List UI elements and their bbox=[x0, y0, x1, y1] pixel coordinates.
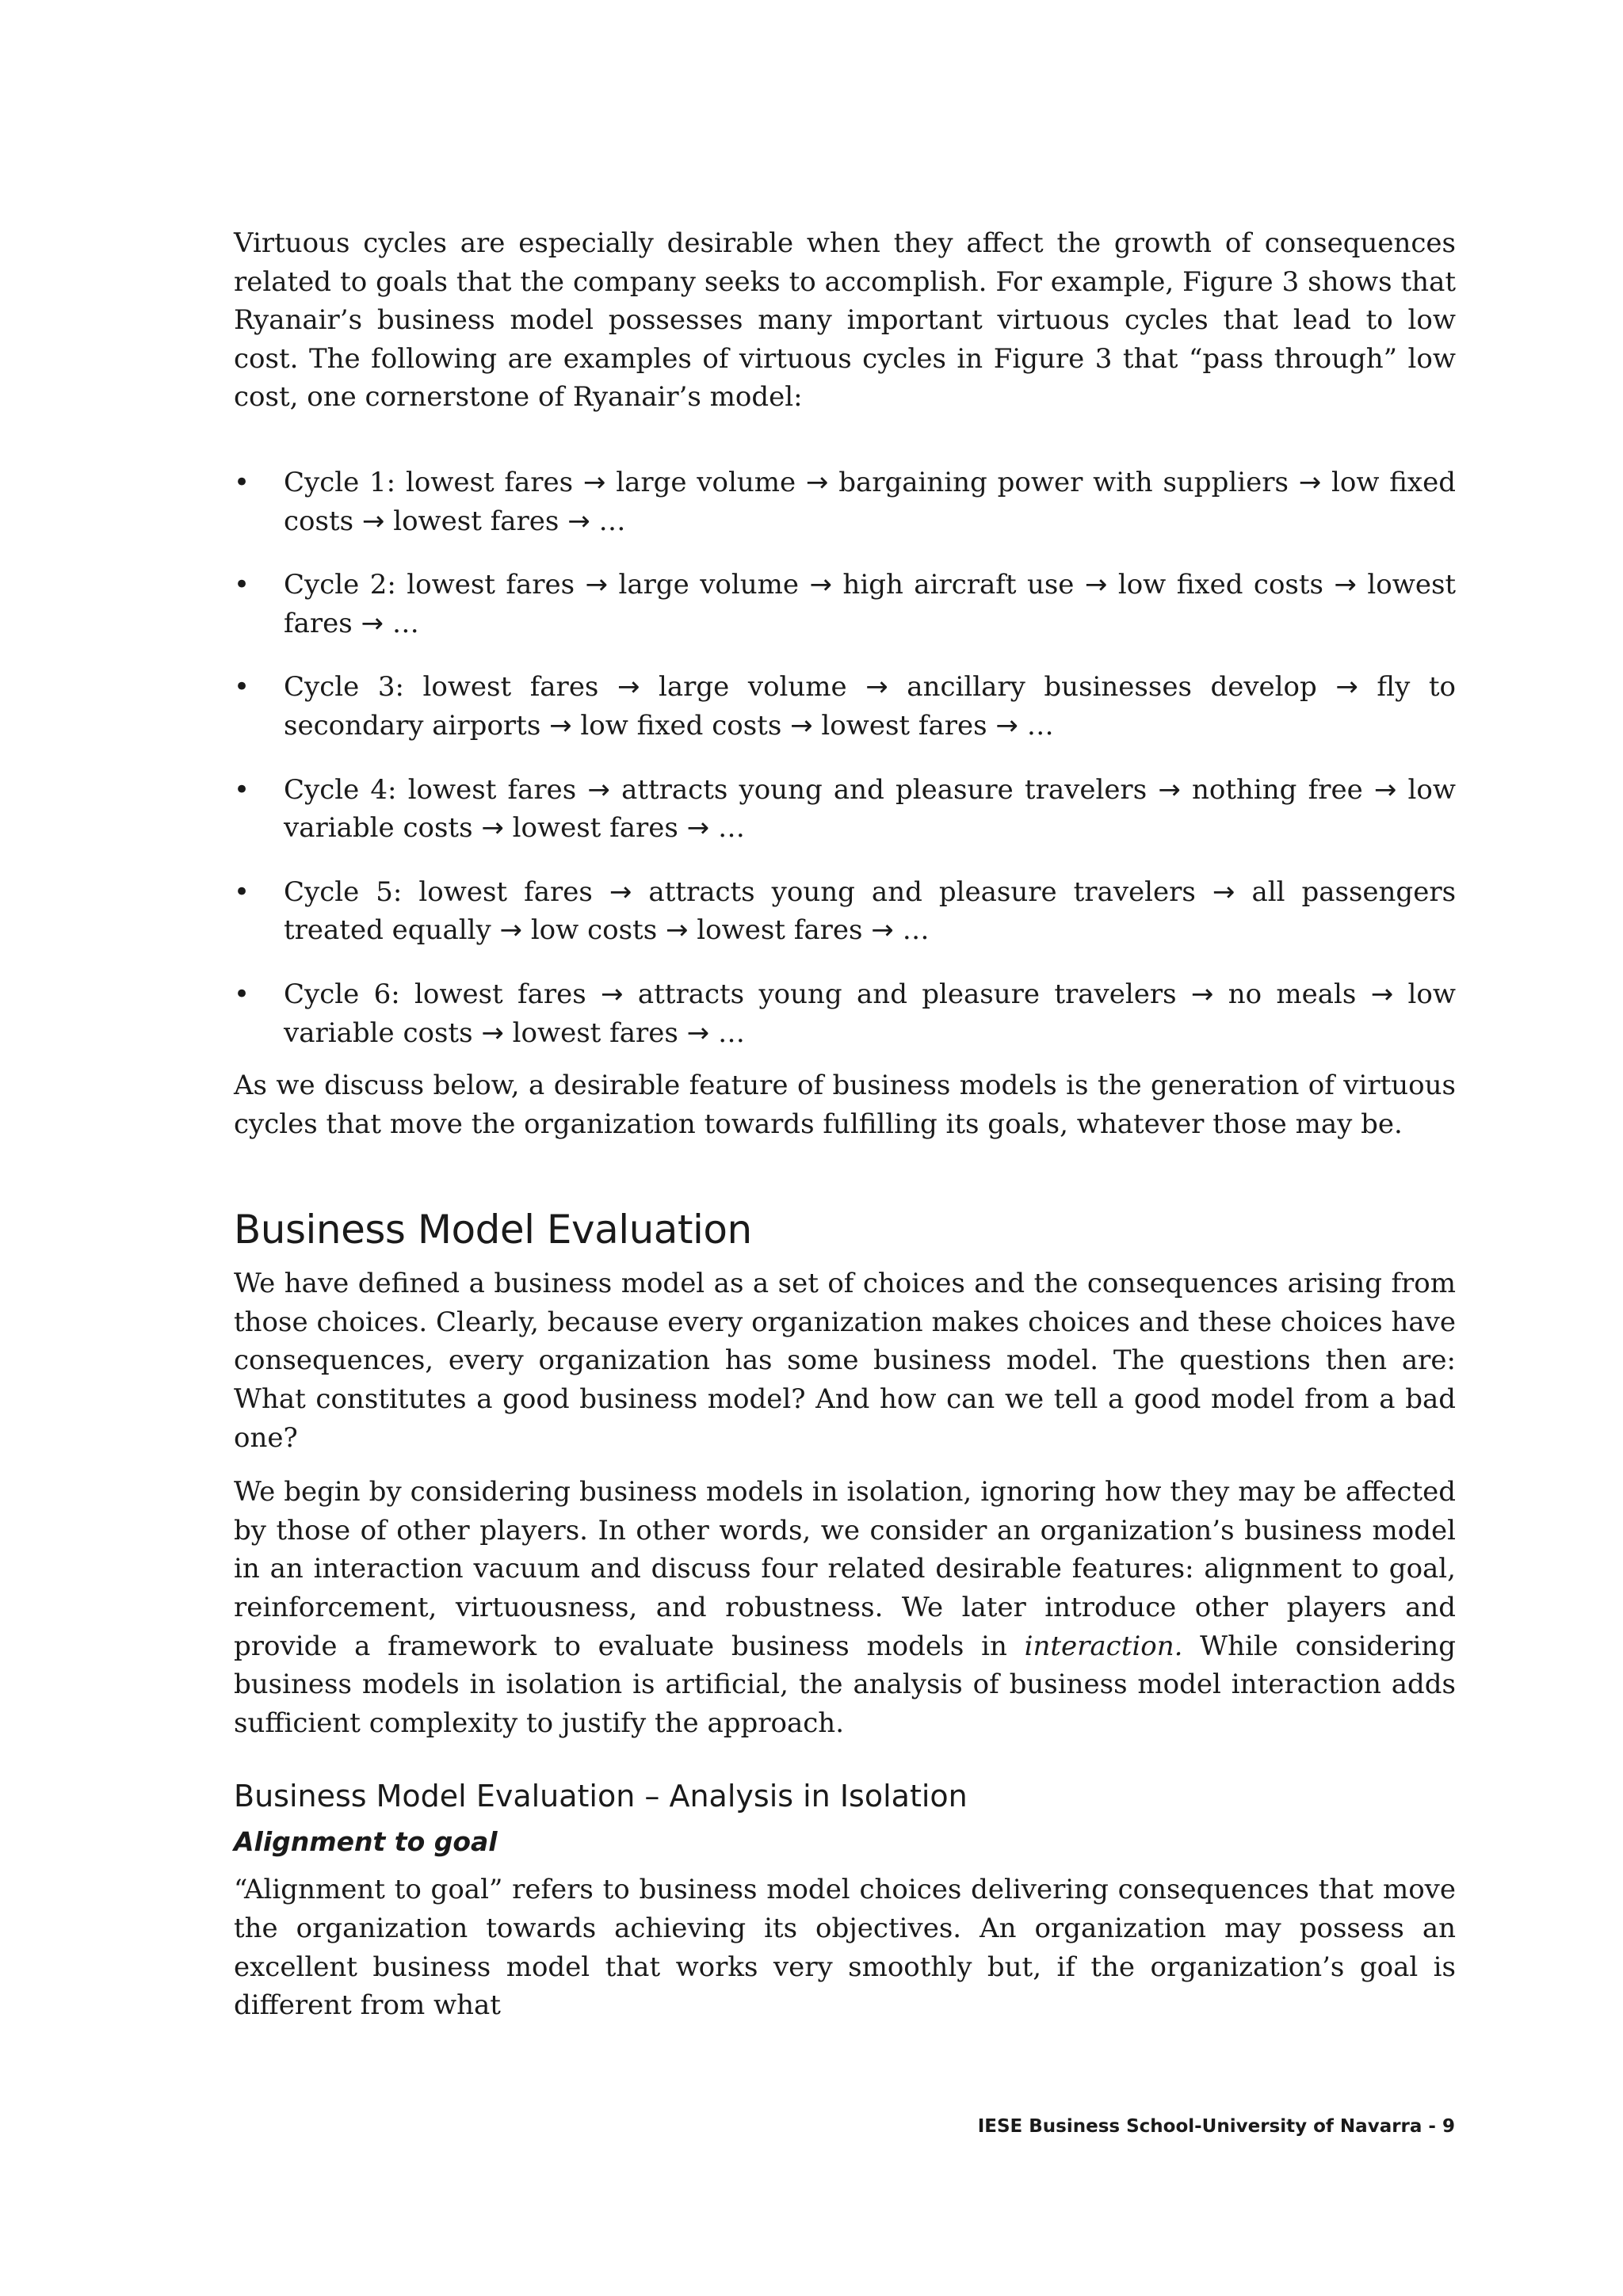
bullet-icon: • bbox=[234, 466, 250, 498]
cycle-step: low variable costs bbox=[284, 978, 1456, 1049]
arrow-right-icon: → bbox=[865, 671, 888, 704]
cycle-step: attracts young and pleasure travelers bbox=[621, 773, 1148, 806]
arrow-right-icon: → bbox=[1084, 569, 1108, 601]
arrow-right-icon: → bbox=[585, 569, 609, 601]
cycle-step: attracts young and pleasure travelers bbox=[637, 978, 1177, 1010]
cycle-step: … bbox=[391, 607, 419, 639]
arrow-right-icon: → bbox=[617, 671, 640, 704]
cycle-item bbox=[234, 873, 1456, 950]
arrow-right-icon: → bbox=[481, 812, 504, 845]
cycle-step: … bbox=[717, 1016, 745, 1049]
subsubsection-heading: Alignment to goal bbox=[234, 1826, 498, 1858]
cycle-step: ancillary businesses develop bbox=[907, 671, 1317, 704]
cycle-step: no meals bbox=[1228, 978, 1357, 1010]
arrow-right-icon: → bbox=[1190, 978, 1214, 1010]
after-list-paragraph: As we discuss below, a desirable feature of business models is the generation of virtuous cycles that move the organization towards fulfilling its goals, whatever those may be. bbox=[234, 1070, 1456, 1140]
cycle-step: … bbox=[902, 914, 930, 947]
cycle-step: low variable costs bbox=[284, 773, 1456, 845]
cycle-step: high aircraft use bbox=[842, 569, 1075, 601]
arrow-right-icon: → bbox=[361, 607, 384, 639]
section-heading: Business Model Evaluation bbox=[234, 1207, 752, 1253]
section-paragraph-1: We have defined a business model as a set of choices and the consequences arising from those choices. Clearly, because every organization makes choices and these choices have consequences, every organization has some business model. The questions then are: What constitutes a good business model? And how can we tell a good model from a bad one? bbox=[234, 1268, 1456, 1454]
cycle-step: large volume bbox=[659, 671, 847, 704]
cycle-step: lowest fares bbox=[284, 569, 1457, 639]
cycle-step: lowest fares bbox=[697, 914, 863, 947]
arrow-right-icon: → bbox=[1335, 671, 1358, 704]
cycle-step: lowest fares bbox=[821, 709, 987, 742]
cycle-step: … bbox=[598, 505, 626, 537]
page-footer: IESE Business School-University of Navarra - 9 bbox=[977, 2116, 1455, 2137]
arrow-right-icon: → bbox=[1212, 875, 1235, 908]
arrow-right-icon: → bbox=[587, 773, 610, 806]
cycle-step: lowest fares bbox=[512, 1016, 678, 1049]
cycle-step: lowest fares bbox=[393, 505, 559, 537]
subsection-heading: Business Model Evaluation – Analysis in Isolation bbox=[234, 1779, 968, 1814]
cycle-step: low fixed costs bbox=[1117, 569, 1323, 601]
cycle-step: lowest fares bbox=[418, 875, 593, 908]
arrow-right-icon: → bbox=[1370, 978, 1394, 1010]
page-body bbox=[234, 224, 1456, 2025]
arrow-right-icon: → bbox=[665, 914, 689, 947]
arrow-right-icon: → bbox=[871, 914, 894, 947]
section-paragraph-2-part-1: We begin by considering business models in isolation, ignoring how they may be affected by those of other players. In other words, we consider an organization’s business model in an interaction vacuum and discuss four related desirable features: alignment to goal, reinforcement, virtuousness, and robustness. We later introduce other players and provide a framework to evaluate business models in bbox=[234, 1476, 1456, 1662]
cycle-step: lowest fares bbox=[512, 812, 678, 845]
arrow-right-icon: → bbox=[582, 466, 606, 498]
cycle-step: lowest fares bbox=[414, 978, 586, 1010]
bullet-icon: • bbox=[234, 978, 250, 1010]
cycle-item bbox=[234, 463, 1456, 540]
bullet-icon: • bbox=[234, 671, 250, 704]
arrow-right-icon: → bbox=[481, 1016, 504, 1049]
cycle-label: Cycle 2: bbox=[284, 569, 396, 601]
cycle-step: large volume bbox=[616, 466, 796, 498]
arrow-right-icon: → bbox=[549, 709, 572, 742]
arrow-right-icon: → bbox=[1334, 569, 1357, 601]
arrow-right-icon: → bbox=[609, 875, 632, 908]
cycle-step: low costs bbox=[530, 914, 658, 947]
cycle-label: Cycle 6: bbox=[284, 978, 400, 1010]
cycle-step: low fixed costs bbox=[580, 709, 782, 742]
section-paragraph-2-part-2: While considering business models in isolation is artificial, the analysis of business model interaction adds sufficient complexity to justify the approach. bbox=[234, 1630, 1457, 1739]
arrow-right-icon: → bbox=[686, 1016, 710, 1049]
cycle-item bbox=[234, 566, 1456, 643]
cycle-step: low fixed costs bbox=[284, 466, 1456, 537]
cycle-step: fly to secondary airports bbox=[284, 671, 1456, 742]
arrow-right-icon: → bbox=[805, 466, 829, 498]
cycle-label: Cycle 1: bbox=[284, 466, 396, 498]
cycle-step: lowest fares bbox=[422, 671, 599, 704]
cycle-step: nothing free bbox=[1191, 773, 1363, 806]
bullet-icon: • bbox=[234, 773, 250, 806]
bullet-icon: • bbox=[234, 569, 250, 601]
section-paragraph-2-emphasis: interaction. bbox=[1024, 1630, 1183, 1662]
cycle-label: Cycle 3: bbox=[284, 671, 404, 704]
cycle-label: Cycle 5: bbox=[284, 875, 403, 908]
cycle-item bbox=[234, 668, 1456, 745]
arrow-right-icon: → bbox=[1373, 773, 1397, 806]
cycle-step: lowest fares bbox=[407, 773, 577, 806]
intro-paragraph: Virtuous cycles are especially desirable when they affect the growth of consequences related to goals that the company seeks to accomplish. For example, Figure 3 shows that Ryanair’s business model possesses many important virtuous cycles that lead to low cost. The following are examples of virtuous cycles in Figure 3 that “pass through” low cost, one cornerstone of Ryanair’s model: bbox=[234, 227, 1456, 414]
cycle-step: attracts young and pleasure travelers bbox=[648, 875, 1196, 908]
cycle-step: … bbox=[717, 812, 745, 845]
arrow-right-icon: → bbox=[361, 505, 385, 537]
cycle-list bbox=[234, 463, 1456, 1052]
cycle-step: lowest fares bbox=[407, 569, 575, 601]
cycle-label: Cycle 4: bbox=[284, 773, 397, 806]
arrow-right-icon: → bbox=[995, 709, 1018, 742]
arrow-right-icon: → bbox=[790, 709, 813, 742]
arrow-right-icon: → bbox=[809, 569, 832, 601]
arrow-right-icon: → bbox=[686, 812, 710, 845]
arrow-right-icon: → bbox=[499, 914, 522, 947]
alignment-paragraph: “Alignment to goal” refers to business model choices delivering consequences that move the organization towards achieving its objectives. An organization may possess an excellent business model that works very smoothly but, if the organization’s goal is different from what bbox=[234, 1874, 1456, 2022]
arrow-right-icon: → bbox=[567, 505, 590, 537]
cycle-step: large volume bbox=[618, 569, 800, 601]
cycle-step: all passengers treated equally bbox=[284, 875, 1457, 947]
arrow-right-icon: → bbox=[1158, 773, 1181, 806]
cycle-item bbox=[234, 975, 1456, 1052]
cycle-step: … bbox=[1026, 709, 1054, 742]
arrow-right-icon: → bbox=[1298, 466, 1322, 498]
section-paragraph-2 bbox=[234, 1473, 1456, 1742]
cycle-item bbox=[234, 771, 1456, 848]
cycle-step: bargaining power with suppliers bbox=[838, 466, 1289, 498]
cycle-step: lowest fares bbox=[405, 466, 574, 498]
arrow-right-icon: → bbox=[601, 978, 624, 1010]
bullet-icon: • bbox=[234, 875, 250, 908]
